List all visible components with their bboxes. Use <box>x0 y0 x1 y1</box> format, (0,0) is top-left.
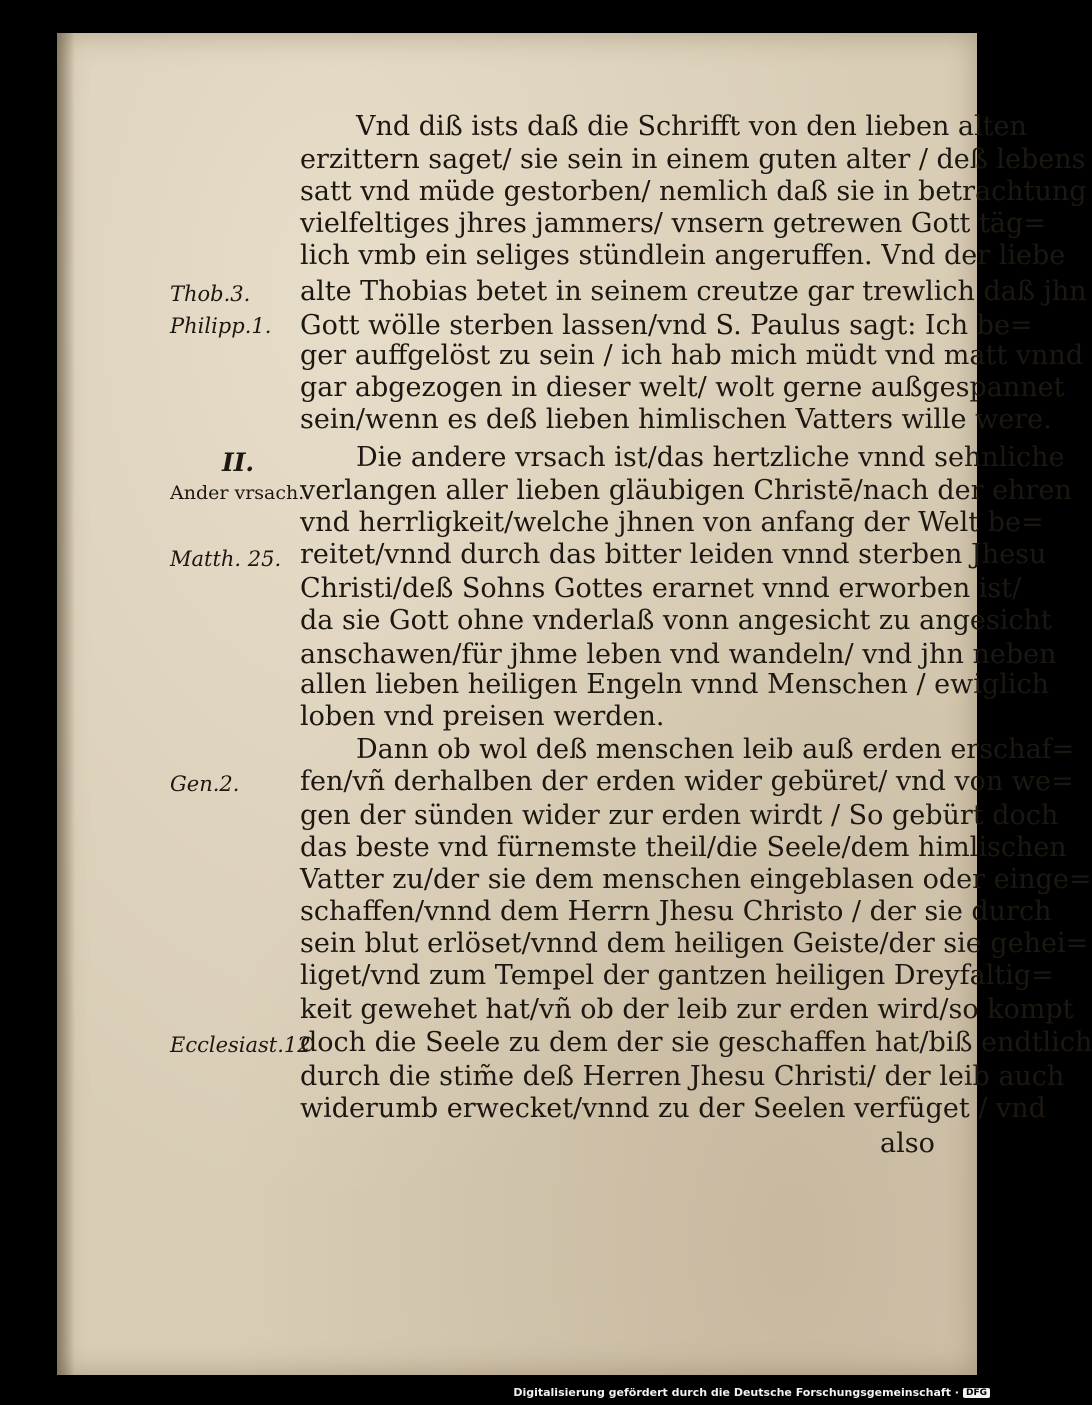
text-line: durch die stim̃e deß Herren Jhesu Christi/ der leib auch <box>300 1061 1065 1092</box>
margin-note-philippians: Philipp.1. <box>170 314 272 338</box>
credit-text: Digitalisierung gefördert durch die Deutsche Forschungsgemeinschaft · <box>513 1386 959 1399</box>
text-line: schaffen/vnnd dem Herrn Jhesu Christo / der sie durch <box>300 896 1052 927</box>
catchword: also <box>880 1128 935 1159</box>
text-line: anschawen/für jhme leben vnd wandeln/ vnd jhn neben <box>300 639 1057 670</box>
dfg-logo: DFG <box>963 1388 990 1398</box>
page-gutter-shadow <box>57 33 75 1375</box>
margin-note-second-reason: Ander vrsach. <box>170 482 305 504</box>
digitization-credit <box>513 1386 990 1399</box>
margin-note-number: II. <box>222 448 255 477</box>
text-line: Dann ob wol deß menschen leib auß erden erschaf= <box>356 734 1075 765</box>
text-line: vielfeltiges jhres jammers/ vnsern getrewen Gott täg= <box>300 208 1046 239</box>
text-line: das beste vnd fürnemste theil/die Seele/dem himlischen <box>300 832 1067 863</box>
text-line: ger auffgelöst zu sein / ich hab mich müdt vnd matt vnnd <box>300 340 1084 371</box>
text-line: sein blut erlöset/vnnd dem heiligen Geiste/der sie gehei= <box>300 928 1089 959</box>
margin-note-matthew: Matth. 25. <box>170 547 282 571</box>
text-line: Gott wölle sterben lassen/vnd S. Paulus sagt: Ich be= <box>300 310 1033 341</box>
text-line: loben vnd preisen werden. <box>300 701 665 732</box>
text-line: Vatter zu/der sie dem menschen eingeblasen oder einge= <box>300 864 1092 895</box>
text-line: doch die Seele zu dem der sie geschaffen hat/biß endtlich <box>300 1027 1092 1058</box>
margin-note-ecclesiastes: Ecclesiast.12 <box>170 1033 311 1057</box>
text-line: Vnd diß ists daß die Schrifft von den lieben alten <box>356 111 1027 142</box>
text-line: keit gewehet hat/vñ ob der leib zur erden wird/so kompt <box>300 994 1074 1025</box>
text-line: lich vmb ein seliges stündlein angeruffen. Vnd der liebe <box>300 240 1066 271</box>
text-line: fen/vñ derhalben der erden wider gebüret/ vnd von we= <box>300 766 1074 797</box>
text-line: Christi/deß Sohns Gottes erarnet vnnd erworben ist/ <box>300 573 1022 604</box>
margin-note-genesis: Gen.2. <box>170 772 240 796</box>
margin-note-thobias: Thob.3. <box>170 282 251 306</box>
text-line: satt vnd müde gestorben/ nemlich daß sie in betrachtung <box>300 176 1087 207</box>
text-line: sein/wenn es deß lieben himlischen Vatters wille were. <box>300 404 1052 435</box>
text-line: gen der sünden wider zur erden wirdt / So gebürt doch <box>300 800 1059 831</box>
text-line: vnd herrligkeit/welche jhnen von anfang der Welt be= <box>300 507 1044 538</box>
text-line: gar abgezogen in dieser welt/ wolt gerne außgespannet <box>300 372 1065 403</box>
text-line: da sie Gott ohne vnderlaß vonn angesicht zu angesicht <box>300 605 1052 636</box>
text-line: erzittern saget/ sie sein in einem guten alter / deß lebens <box>300 144 1086 175</box>
text-line: alte Thobias betet in seinem creutze gar trewlich daß jhn <box>300 276 1087 307</box>
text-line: widerumb erwecket/vnnd zu der Seelen verfüget / vnd <box>300 1093 1046 1124</box>
text-line: allen lieben heiligen Engeln vnnd Menschen / ewiglich <box>300 669 1049 700</box>
text-line: verlangen aller lieben gläubigen Christē/nach der ehren <box>300 475 1072 506</box>
text-line: Die andere vrsach ist/das hertzliche vnnd sehnliche <box>356 442 1065 473</box>
text-line: liget/vnd zum Tempel der gantzen heiligen Dreyfaltig= <box>300 960 1054 991</box>
text-line: reitet/vnnd durch das bitter leiden vnnd sterben Jhesu <box>300 539 1047 570</box>
